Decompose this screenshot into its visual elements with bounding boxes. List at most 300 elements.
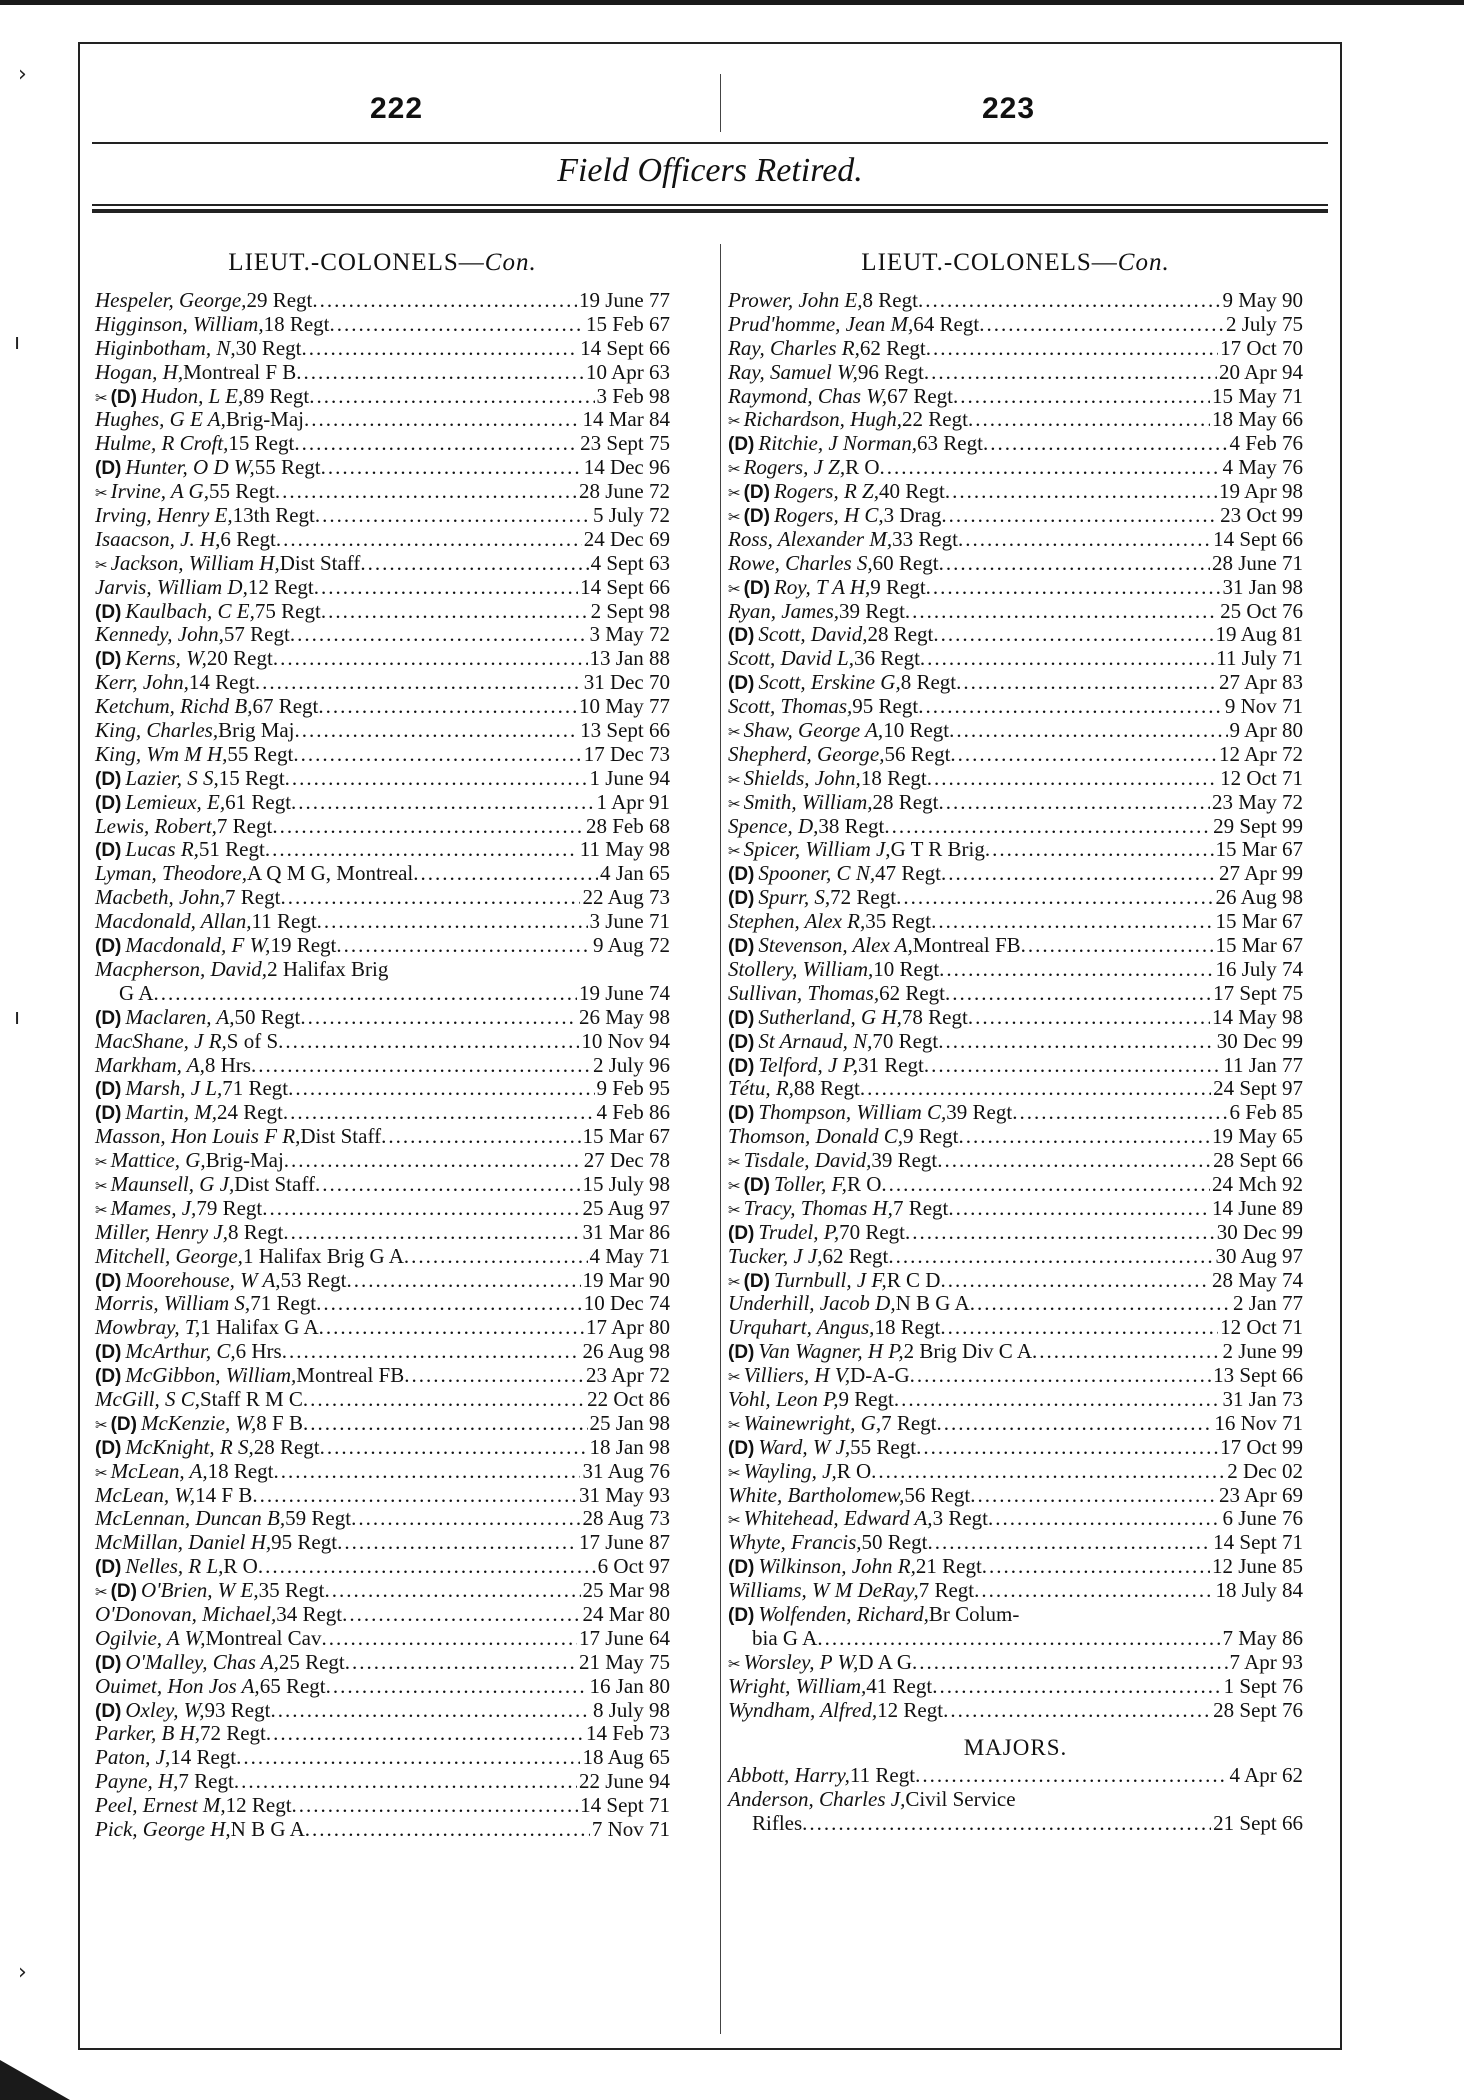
officer-entry [95,862,670,886]
officer-entry [728,719,1303,743]
officer-entry [728,361,1303,385]
officer-entry [728,671,1303,695]
retirement-date: 2 July 96 [592,1052,670,1077]
retirement-date: 12 June 85 [1212,1554,1303,1579]
officer-entry [95,1364,670,1388]
deceased-marker: (D) [95,1103,122,1125]
retirement-date: 10 Nov 94 [581,1028,670,1053]
dot-leader [283,1221,580,1245]
dot-leader [1012,1101,1227,1125]
deceased-marker: (D) [95,768,122,790]
dot-leader [274,1460,581,1484]
officer-unit: 39 Regt [871,1148,938,1173]
officer-entry [95,1507,670,1531]
officer-name: Wayling, J, [743,1458,837,1483]
officer-unit: 8 Regt [227,1219,284,1244]
dot-leader [236,1746,580,1770]
dot-leader [905,600,1218,624]
dot-leader [968,408,1210,432]
officer-unit: 28 Regt [253,1434,320,1459]
deceased-marker: (D) [110,386,137,408]
retirement-date: 20 Apr 94 [1219,359,1303,384]
officer-entry [728,1412,1303,1436]
right-column [728,249,1303,1836]
officer-unit: 57 Regt [223,622,290,647]
officer-unit: 7 Regt [892,1195,949,1220]
officer-unit: 20 Regt [206,646,273,671]
deceased-marker: (D) [728,434,755,456]
officer-entry [95,504,670,528]
officer-entry [95,1555,670,1579]
dot-leader [1032,1340,1220,1364]
retirement-date: 22 Oct 86 [587,1386,670,1411]
officer-entry [95,791,670,815]
dot-leader [802,1812,1211,1836]
officer-name: McGill, S C, [95,1386,200,1411]
retirement-date: 4 Feb 76 [1229,431,1303,456]
officer-name: Worsley, P W, [743,1649,859,1674]
officer-unit: 3 Drag [883,503,942,528]
officer-entry [728,1531,1303,1555]
officer-name: Ryan, James, [728,598,839,623]
officer-unit: 93 Regt [204,1697,271,1722]
scissors-icon: ✂ [95,1583,108,1602]
officer-unit: 62 Regt [822,1243,889,1268]
officer-unit: 31 Regt [857,1052,924,1077]
retirement-date: 24 Mch 92 [1212,1171,1303,1196]
officer-unit: 24 Regt [216,1100,283,1125]
margin-mark: › [18,1960,27,1985]
deceased-marker: (D) [728,1222,755,1244]
officer-entry [95,1794,670,1818]
officer-entry [728,1316,1303,1340]
officer-unit: Brig-Maj [225,407,305,432]
officer-entry [728,815,1303,839]
retirement-date: 28 Sept 66 [1213,1148,1303,1173]
deceased-marker: (D) [110,1413,137,1435]
scissors-icon: ✂ [728,460,741,479]
dot-leader [285,767,588,791]
officer-unit: 10 Regt [883,718,950,743]
officer-unit: 6 Hrs [235,1339,282,1364]
officer-name: Vohl, Leon P, [728,1386,839,1411]
officer-unit: 11 Regt [251,909,317,934]
officer-name: Shaw, George A, [743,718,884,743]
dot-leader [293,743,581,767]
scissors-icon: ✂ [95,1415,108,1434]
officer-name: St Arnaud, N, [758,1028,873,1053]
officer-name: Maclaren, A, [125,1004,235,1029]
officer-name: Whitehead, Edward A, [743,1506,933,1531]
dot-leader [949,719,1227,743]
officer-unit: 89 Regt [243,383,310,408]
officer-entry [95,815,670,839]
officer-entry [728,1764,1303,1788]
officer-entry [95,1030,670,1054]
officer-unit: 53 Regt [280,1267,347,1292]
retirement-date: 14 Sept 66 [580,574,670,599]
officer-entry [95,1149,670,1173]
officer-unit: 88 Regt [793,1076,860,1101]
officer-unit: 9 Regt [870,574,926,599]
officer-name: Hunter, O D W, [125,455,255,480]
officer-unit: Civil Service [905,1787,1016,1812]
officer-name: Stevenson, Alex A, [758,933,913,958]
officer-entry [95,1627,670,1651]
officer-unit: Montreal F B [183,359,297,384]
officer-entry [728,1173,1303,1197]
scissors-icon: ✂ [95,1176,108,1195]
officer-unit: 12 Regt [247,574,314,599]
officer-name: Ritchie, J Norman, [758,431,918,456]
officer-name: Wainewright, G, [743,1410,882,1435]
officer-entry [728,408,1303,432]
officer-entry [95,1173,670,1197]
left-column-heading: LIEUT.-COLONELS—Con. [228,249,537,276]
officer-entry [728,1507,1303,1531]
retirement-date: 13 Jan 88 [589,646,670,671]
majors-heading: MAJORS. [963,1735,1068,1761]
dot-leader [330,313,584,337]
retirement-date: 24 Dec 69 [583,526,670,551]
officer-name: O'Brien, W E, [140,1578,259,1603]
officer-entry [95,1412,670,1436]
officer-entry [728,767,1303,791]
scissors-icon: ✂ [728,412,741,431]
retirement-date: 1 Apr 91 [596,789,670,814]
scissors-icon: ✂ [95,1200,108,1219]
retirement-date: 3 June 71 [589,909,670,934]
majors-entry-list [728,1764,1303,1836]
deceased-marker: (D) [95,1342,122,1364]
officer-entry [95,934,670,958]
officer-entry [728,1364,1303,1388]
officer-entry [728,289,1303,313]
dot-leader [251,1054,591,1078]
officer-name: Rogers, J Z, [743,455,846,480]
officer-name: Williams, W M DeRay, [728,1578,919,1603]
officer-entry [728,337,1303,361]
retirement-date: 12 Apr 72 [1219,741,1303,766]
officer-unit: 15 Regt [228,431,295,456]
retirement-date: 26 Aug 98 [1215,885,1303,910]
retirement-date: 13 Sept 66 [1213,1363,1303,1388]
retirement-date: 4 Jan 65 [600,861,670,886]
officer-name: Smith, William, [743,789,873,814]
retirement-date: 28 June 71 [1212,550,1303,575]
scissors-icon: ✂ [728,1200,741,1219]
retirement-date: 14 Dec 96 [583,455,670,480]
dot-leader [953,385,1210,409]
retirement-date: 19 Mar 90 [582,1267,670,1292]
dot-leader [912,1651,1227,1675]
dot-leader [320,1436,588,1460]
officer-unit: 71 Regt [222,1076,289,1101]
officer-name: McMillan, Daniel H, [95,1530,272,1555]
officer-unit: 9 Regt [903,1124,959,1149]
officer-unit: 72 Regt [830,885,897,910]
officer-entry [95,456,670,480]
dot-leader [303,1388,585,1412]
officer-name: Marsh, J L, [125,1076,223,1101]
officer-entry [95,313,670,337]
dot-leader [817,1627,1220,1651]
deceased-marker: (D) [95,1079,122,1101]
retirement-date: 4 May 76 [1222,455,1303,480]
deceased-marker: (D) [728,625,755,647]
officer-name: Maunsell, G J, [110,1171,235,1196]
dot-leader [295,719,579,743]
dot-leader [932,1675,1221,1699]
dot-leader [918,695,1223,719]
officer-name: Rowe, Charles S, [728,550,873,575]
scissors-icon: ✂ [728,770,741,789]
officer-unit: Dist Staff [300,1124,382,1149]
officer-entry [95,576,670,600]
deceased-marker: (D) [95,1270,122,1292]
officer-unit: 95 Regt [271,1530,338,1555]
officer-name: Wilkinson, John R, [758,1554,916,1579]
scissors-icon: ✂ [728,1176,741,1195]
deceased-marker: (D) [95,840,122,862]
retirement-date: 23 May 72 [1212,789,1303,814]
dot-leader [316,1292,582,1316]
officer-name: Hudon, L E, [140,383,244,408]
retirement-date: 27 Apr 99 [1219,861,1303,886]
officer-unit: 50 Regt [234,1004,301,1029]
officer-entry [728,1579,1303,1603]
officer-unit: 28 Regt [872,789,939,814]
officer-name: Anderson, Charles J, [728,1787,906,1812]
retirement-date: 15 July 98 [582,1171,670,1196]
officer-entry [95,623,670,647]
officer-name: Mitchell, George, [95,1243,243,1268]
officer-entry [728,432,1303,456]
deceased-marker: (D) [95,1007,122,1029]
retirement-date: 18 July 84 [1215,1578,1303,1603]
deceased-marker: (D) [95,1652,122,1674]
officer-entry [728,1077,1303,1101]
page-number-left: 222 [370,92,424,125]
retirement-date: 10 Apr 63 [586,359,670,384]
deceased-marker: (D) [728,1342,755,1364]
dot-leader [943,1699,1211,1723]
officer-name: Trudel, P, [758,1219,840,1244]
deceased-marker: (D) [95,792,122,814]
officer-unit: 35 Regt [258,1578,325,1603]
dot-leader [309,385,594,409]
deceased-marker: (D) [95,458,122,480]
officer-entry [95,838,670,862]
retirement-date: 16 July 74 [1215,956,1303,981]
officer-unit: Montreal FB [912,933,1021,958]
officer-unit: R O [836,1458,872,1483]
officer-name: Prud'homme, Jean M, [728,311,914,336]
officer-name: Raymond, Chas W, [728,383,888,408]
officer-entry [95,982,670,1006]
dot-leader [278,1030,579,1054]
scissors-icon: ✂ [728,1654,741,1673]
officer-entry [728,1436,1303,1460]
officer-name: Scott, Thomas, [728,694,853,719]
officer-name: Wolfenden, Richard, [758,1601,929,1626]
dot-leader [342,1603,580,1627]
officer-unit: 95 Regt [852,694,919,719]
officer-name: Miller, Henry J, [95,1219,228,1244]
officer-entry [728,456,1303,480]
officer-unit: R C D [886,1267,941,1292]
officer-name: Villiers, H V, [743,1363,851,1388]
officer-name: Underhill, Jacob D, [728,1291,896,1316]
officer-entry [728,1651,1303,1675]
officer-name: Wyndham, Alfred, [728,1697,878,1722]
officer-unit: 21 Regt [915,1554,982,1579]
deceased-marker: (D) [95,649,122,671]
dot-leader [915,1764,1227,1788]
retirement-date: 31 Dec 70 [583,670,670,695]
officer-name: Rogers, R Z, [773,479,879,504]
officer-name: Urquhart, Angus, [728,1315,875,1340]
retirement-date: 28 Sept 76 [1213,1697,1303,1722]
officer-entry [728,600,1303,624]
retirement-date: 18 Jan 98 [589,1434,670,1459]
retirement-date: 15 Mar 67 [582,1124,670,1149]
deceased-marker: (D) [743,1174,770,1196]
dot-leader [988,1507,1221,1531]
officer-unit: 11 Regt [849,1763,916,1788]
officer-entry [95,1125,670,1149]
dot-leader [905,1221,1215,1245]
officer-name: Lewis, Robert, [95,813,217,838]
officer-name: Macpherson, David, [95,956,268,981]
officer-unit: 50 Regt [861,1530,928,1555]
retirement-date: 16 Jan 80 [589,1673,670,1698]
retirement-date: 28 June 72 [579,479,670,504]
retirement-date: 25 Aug 97 [582,1195,670,1220]
officer-unit: 61 Regt [225,789,292,814]
officer-name: Paton, J, [95,1745,171,1770]
retirement-date: 9 Aug 72 [592,933,670,958]
retirement-date: 31 Jan 98 [1222,574,1303,599]
dot-leader [884,815,1211,839]
dot-leader [325,1579,581,1603]
retirement-date: 2 Dec 02 [1227,1458,1303,1483]
dot-leader [413,862,598,886]
retirement-date: 14 Feb 73 [586,1721,670,1746]
officer-unit: 18 Regt [207,1458,274,1483]
officer-unit: 33 Regt [892,526,959,551]
retirement-date: 31 Mar 86 [582,1219,670,1244]
scissors-icon: ✂ [95,1153,108,1172]
retirement-date: 27 Apr 83 [1219,670,1303,695]
retirement-date: 9 May 90 [1222,288,1303,312]
margin-mark: ı [14,330,21,355]
officer-entry [95,1197,670,1221]
deceased-marker: (D) [110,1581,137,1603]
officer-name: Kerns, W, [125,646,207,671]
officer-unit: Dist Staff [234,1171,315,1196]
retirement-date: 6 June 76 [1222,1506,1303,1531]
scissors-icon: ✂ [728,723,741,742]
officer-unit: R O [223,1554,258,1579]
officer-name: Scott, David, [758,622,868,647]
officer-entry [95,1292,670,1316]
dot-leader [1021,934,1214,958]
dot-leader [262,1197,580,1221]
scissors-icon: ✂ [728,842,741,861]
officer-name: Ross, Alexander M, [728,526,893,551]
officer-entry [95,958,670,982]
dot-leader [273,647,588,671]
scissors-icon: ✂ [728,579,741,598]
officer-name: Stollery, William, [728,956,874,981]
dot-leader [321,600,589,624]
officer-unit: 56 Regt [884,741,951,766]
officer-name: Markham, A, [95,1052,205,1077]
retirement-date: 9 Apr 80 [1229,718,1303,743]
dot-leader [290,623,588,647]
officer-unit: G A [119,980,154,1005]
retirement-date: 2 Sept 98 [590,598,670,623]
officer-unit: 30 Regt [235,335,302,360]
officer-entry [728,1006,1303,1030]
scissors-icon: ✂ [95,1463,108,1482]
retirement-date: 31 Aug 76 [582,1458,670,1483]
retirement-date: 19 May 65 [1212,1124,1303,1149]
officer-entry [95,385,670,409]
dot-leader [312,289,577,313]
retirement-date: 18 May 66 [1212,407,1303,432]
dot-leader [871,1460,1225,1484]
retirement-date: 18 Aug 65 [582,1745,670,1770]
deceased-marker: (D) [743,482,770,504]
retirement-date: 30 Dec 99 [1216,1028,1303,1053]
retirement-date: 21 Sept 66 [1213,1811,1303,1836]
deceased-marker: (D) [728,1007,755,1029]
officer-unit: 13th Regt [232,503,315,528]
officer-entry [728,910,1303,934]
officer-entry [728,1675,1303,1699]
officer-name: Whyte, Francis, [728,1530,862,1555]
officer-name: Nelles, R L, [125,1554,224,1579]
retirement-date: 15 May 71 [1212,383,1303,408]
margin-mark: › [18,62,27,87]
dot-leader [404,1245,588,1269]
dot-leader [315,1173,581,1197]
retirement-date: 17 Oct 70 [1220,335,1303,360]
officer-unit: 18 Regt [263,311,330,336]
right-column-heading: LIEUT.-COLONELS—Con. [861,249,1170,276]
retirement-date: 5 July 72 [592,503,670,528]
dot-leader [283,1101,595,1125]
officer-unit: Rifles [752,1811,803,1836]
retirement-date: 17 Oct 99 [1220,1434,1303,1459]
officer-unit: 25 Regt [278,1649,345,1674]
dot-leader [948,1197,1210,1221]
dot-leader [880,456,1221,480]
officer-unit: R O [846,1171,882,1196]
retirement-date: 15 Mar 67 [1215,909,1303,934]
officer-unit: 38 Regt [818,813,885,838]
officer-unit: 9 Regt [838,1386,894,1411]
retirement-date: 2 June 99 [1222,1339,1303,1364]
officer-unit: 39 Regt [839,598,905,623]
officer-entry [728,1812,1303,1836]
officer-unit: 10 Regt [873,956,940,981]
retirement-date: 15 Mar 67 [1215,933,1303,958]
officer-name: Lazier, S S, [125,765,219,790]
officer-entry [728,838,1303,862]
